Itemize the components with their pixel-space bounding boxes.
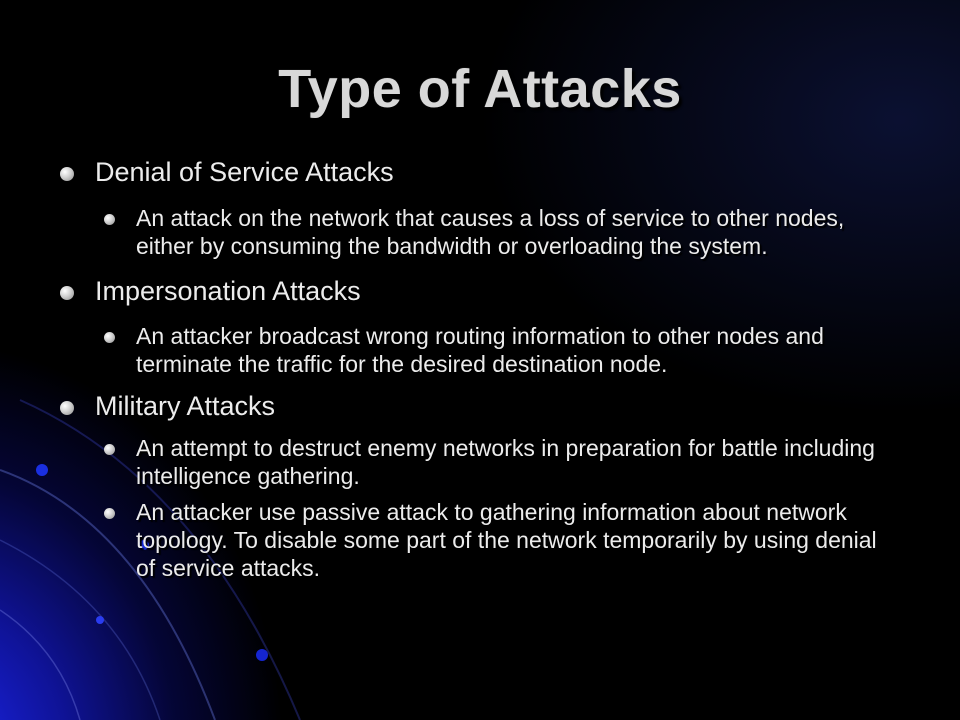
bullet-heading: Military Attacks <box>95 391 276 421</box>
sub-bullet-military-description-1 <box>60 434 900 490</box>
sub-bullet-icon <box>104 508 115 519</box>
sub-bullet-text: An attacker broadcast wrong routing information to other nodes and terminate the traffic for the desired destination node. <box>136 323 824 377</box>
bullet-icon <box>60 286 74 300</box>
bullet-icon <box>60 167 74 181</box>
slide-title: Type of Attacks <box>278 59 682 119</box>
decor-dot-1 <box>36 464 48 476</box>
sub-bullet-dos-description <box>60 204 900 260</box>
bullet-heading: Impersonation Attacks <box>95 276 361 306</box>
sub-bullet-icon <box>104 444 115 455</box>
decor-dot-3 <box>256 649 268 661</box>
bullet-icon <box>60 401 74 415</box>
bullet-military <box>60 390 900 422</box>
bullet-denial-of-service <box>60 156 900 188</box>
decor-dot-4 <box>96 616 104 624</box>
sub-bullet-military-description-2 <box>60 498 900 582</box>
sub-bullet-impersonation-description <box>60 322 900 378</box>
sub-bullet-text: An attempt to destruct enemy networks in preparation for battle including intelligence gathering. <box>136 435 875 489</box>
sub-bullet-icon <box>104 332 115 343</box>
sub-bullet-text: An attack on the network that causes a loss of service to other nodes, either by consuming the bandwidth or overloading the system. <box>136 205 845 259</box>
sub-bullet-icon <box>104 214 115 225</box>
sub-bullet-text: An attacker use passive attack to gathering information about network topology. To disable some part of the network temporarily by using denial of service attacks. <box>136 499 877 581</box>
bullet-impersonation <box>60 275 900 307</box>
bullet-heading: Denial of Service Attacks <box>95 157 394 187</box>
bullet-list <box>60 156 900 582</box>
